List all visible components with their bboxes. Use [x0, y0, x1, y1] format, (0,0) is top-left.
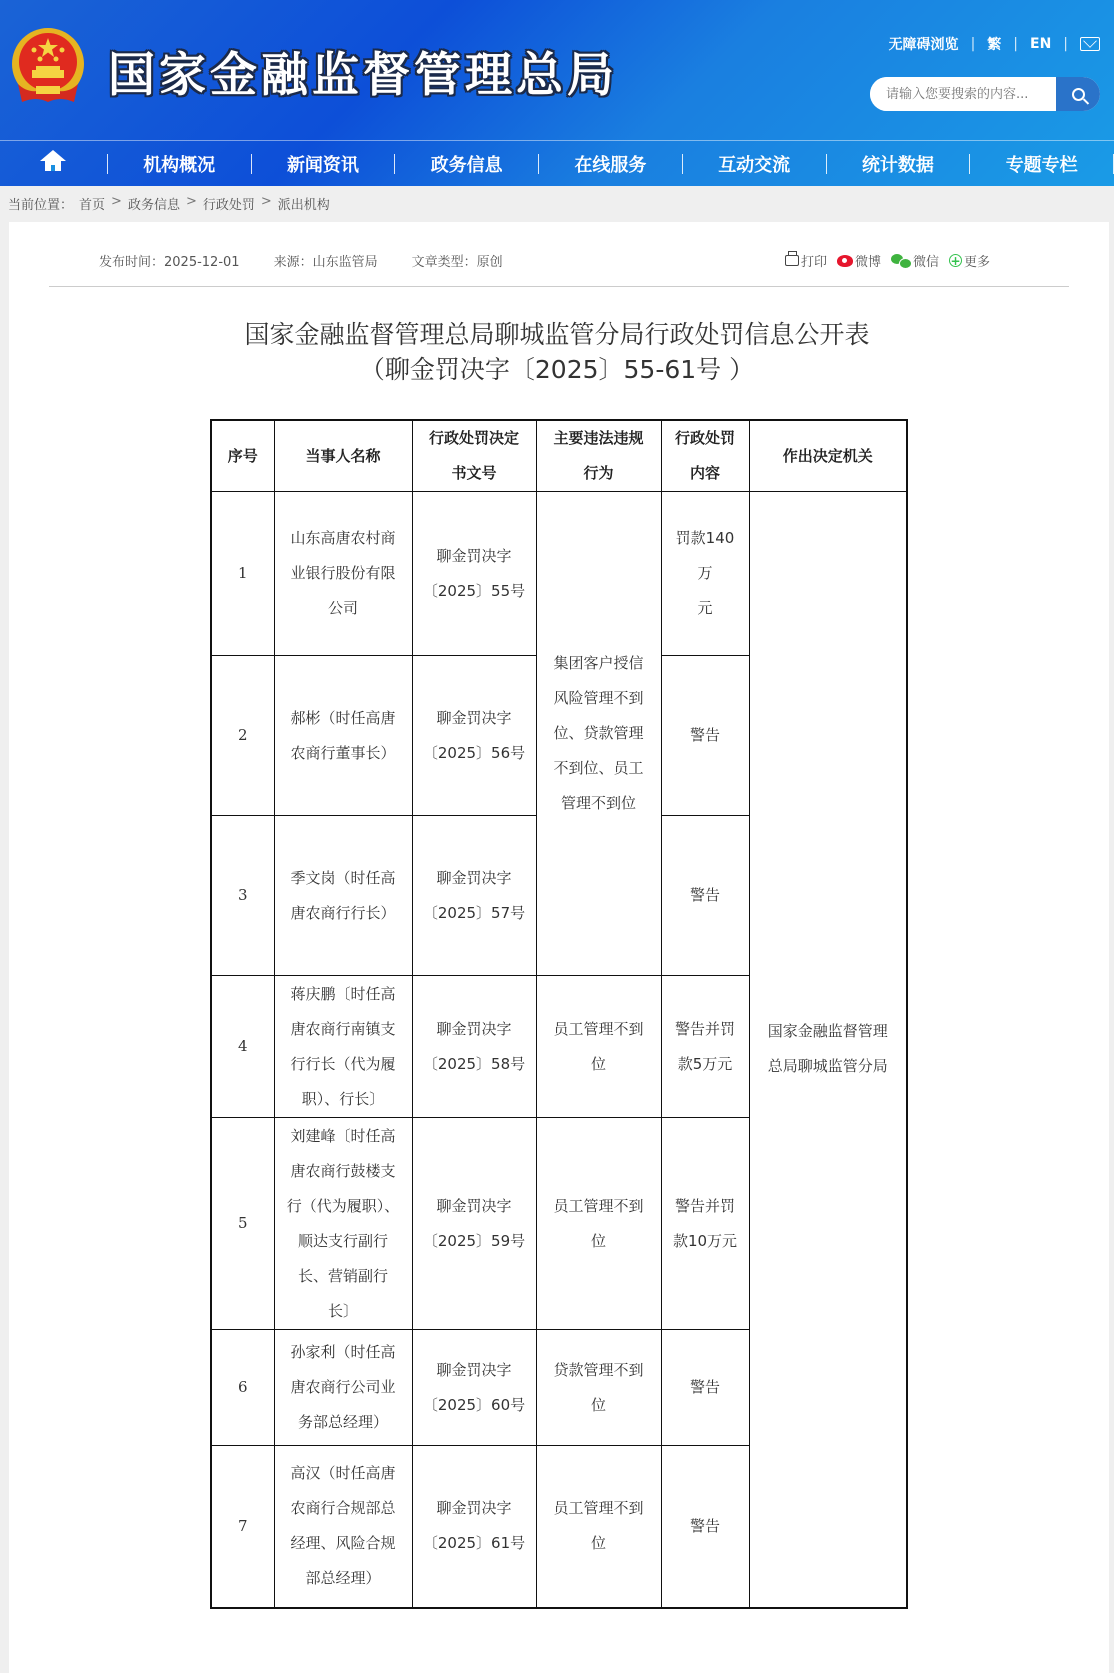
- nav-item-institution[interactable]: 机构概况: [143, 154, 216, 176]
- row-no: 7: [211, 1446, 274, 1608]
- nav-home[interactable]: [0, 150, 107, 177]
- party-name: 季文岗（时任高 唐农商行行长）: [274, 816, 412, 976]
- header-penalty: 行政处罚 内容: [661, 420, 749, 492]
- home-icon: [40, 150, 66, 172]
- party-name: 郝彬（时任高唐 农商行董事长）: [274, 656, 412, 816]
- header-no: 序号: [211, 420, 274, 492]
- header-doc-no: 行政处罚决定 书文号: [412, 420, 536, 492]
- wechat-label: 微信: [913, 255, 940, 270]
- row-no: 6: [211, 1330, 274, 1446]
- party-name: 山东高唐农村商 业银行股份有限 公司: [274, 492, 412, 656]
- article-subtitle: （聊金罚决字〔2025〕55-61号 ）: [359, 355, 755, 384]
- breadcrumb-separator: >: [185, 194, 197, 209]
- decision-doc-no: 聊金罚决字 〔2025〕57号: [412, 816, 536, 976]
- penalty-table: [210, 419, 908, 1609]
- divider: |: [970, 36, 976, 52]
- nav-item-statistics[interactable]: 统计数据: [861, 154, 934, 176]
- mail-icon[interactable]: [1080, 37, 1100, 51]
- violation: 贷款管理不到 位: [536, 1330, 661, 1446]
- penalty-content: 警告: [661, 656, 749, 816]
- article-meta: [99, 251, 503, 270]
- row-no: 1: [211, 492, 274, 656]
- english-link[interactable]: EN: [1030, 36, 1052, 52]
- site-header: [0, 0, 1114, 186]
- decision-doc-no: 聊金罚决字 〔2025〕55号: [412, 492, 536, 656]
- table-row: [211, 492, 907, 656]
- national-emblem-icon[interactable]: [10, 26, 86, 108]
- nav-item-government-info[interactable]: 政务信息: [430, 154, 503, 176]
- plus-icon: +: [950, 254, 961, 268]
- article-title: 国家金融监督管理总局聊城监管分局行政处罚信息公开表: [244, 320, 870, 349]
- more-label: 更多: [964, 255, 991, 270]
- more-share-button[interactable]: [949, 251, 990, 270]
- article-type: 文章类型：原创: [411, 255, 503, 270]
- site-title[interactable]: 国家金融监督管理总局: [108, 48, 618, 103]
- header-violation: 主要违法违规 行为: [536, 420, 661, 492]
- breadcrumb-home[interactable]: 首页: [79, 198, 106, 213]
- weibo-share-button[interactable]: [837, 251, 881, 270]
- penalty-content: 警告并罚 款10万元: [661, 1118, 749, 1330]
- row-no: 5: [211, 1118, 274, 1330]
- decision-doc-no: 聊金罚决字 〔2025〕60号: [412, 1330, 536, 1446]
- printer-icon: [785, 255, 799, 266]
- breadcrumb-separator: >: [111, 194, 122, 209]
- party-name: 孙家利（时任高 唐农商行公司业 务部总经理）: [274, 1330, 412, 1446]
- meta-divider: [49, 286, 1069, 287]
- penalty-content: 罚款140万 元: [661, 492, 749, 656]
- weibo-icon: [837, 255, 853, 267]
- article-source: 来源：山东监管局: [273, 255, 378, 270]
- nav-item-news[interactable]: 新闻资讯: [286, 154, 359, 176]
- row-no: 2: [211, 656, 274, 816]
- row-no: 4: [211, 976, 274, 1118]
- top-links: [889, 34, 1100, 54]
- weibo-label: 微博: [855, 255, 882, 270]
- decision-doc-no: 聊金罚决字 〔2025〕56号: [412, 656, 536, 816]
- penalty-content: 警告: [661, 816, 749, 976]
- header-top: [0, 0, 1114, 140]
- search-icon: [1072, 88, 1085, 101]
- print-button[interactable]: [785, 251, 827, 270]
- search-button[interactable]: [1056, 77, 1100, 111]
- header-party: 当事人名称: [274, 420, 412, 492]
- nav-item-special-topics[interactable]: 专题专栏: [1005, 154, 1078, 176]
- share-bar: [785, 251, 990, 270]
- breadcrumb-prefix: 当前位置：: [8, 198, 74, 213]
- breadcrumb-penalty[interactable]: 行政处罚: [202, 198, 255, 213]
- party-name: 刘建峰〔时任高 唐农商行鼓楼支 行（代为履职）、 顺达支行副行 长、营销副行 长〕: [274, 1118, 412, 1330]
- violation: 员工管理不到 位: [536, 1118, 661, 1330]
- penalty-content: 警告并罚 款5万元: [661, 976, 749, 1118]
- row-no: 3: [211, 816, 274, 976]
- traditional-chinese-link[interactable]: 繁: [987, 37, 1002, 53]
- publish-time: 发布时间：2025-12-01: [99, 255, 240, 270]
- search-box: [870, 77, 1100, 111]
- search-input[interactable]: [870, 77, 1056, 111]
- wechat-icon: [891, 254, 911, 268]
- breadcrumb-government-info[interactable]: 政务信息: [127, 198, 180, 213]
- party-name: 蒋庆鹏〔时任高 唐农商行南镇支 行行长（代为履 职）、行长〕: [274, 976, 412, 1118]
- nav-item-interaction[interactable]: 互动交流: [718, 154, 791, 176]
- decision-authority: 国家金融监督管理 总局聊城监管分局: [749, 492, 907, 1608]
- violation: 员工管理不到 位: [536, 1446, 661, 1608]
- table-header-row: [211, 420, 907, 492]
- accessible-browse-link[interactable]: 无障碍浏览: [888, 37, 959, 53]
- decision-doc-no: 聊金罚决字 〔2025〕58号: [412, 976, 536, 1118]
- party-name: 高汉（时任高唐 农商行合规部总 经理、风险合规 部总经理）: [274, 1446, 412, 1608]
- header-authority: 作出决定机关: [749, 420, 907, 492]
- divider: |: [1013, 36, 1018, 52]
- violation-merged: 集团客户授信 风险管理不到 位、贷款管理 不到位、员工 管理不到位: [536, 492, 661, 976]
- decision-doc-no: 聊金罚决字 〔2025〕61号: [412, 1446, 536, 1608]
- nav-item-online-service[interactable]: 在线服务: [574, 154, 647, 176]
- breadcrumb: [8, 194, 330, 213]
- print-label: 打印: [801, 255, 828, 270]
- violation: 员工管理不到 位: [536, 976, 661, 1118]
- breadcrumb-branch[interactable]: 派出机构: [277, 198, 330, 213]
- penalty-content: 警告: [661, 1446, 749, 1608]
- wechat-share-button[interactable]: [891, 251, 939, 270]
- main-nav: [0, 141, 1114, 186]
- decision-doc-no: 聊金罚决字 〔2025〕59号: [412, 1118, 536, 1330]
- breadcrumb-separator: >: [260, 194, 272, 209]
- penalty-content: 警告: [661, 1330, 749, 1446]
- divider: |: [1063, 36, 1068, 52]
